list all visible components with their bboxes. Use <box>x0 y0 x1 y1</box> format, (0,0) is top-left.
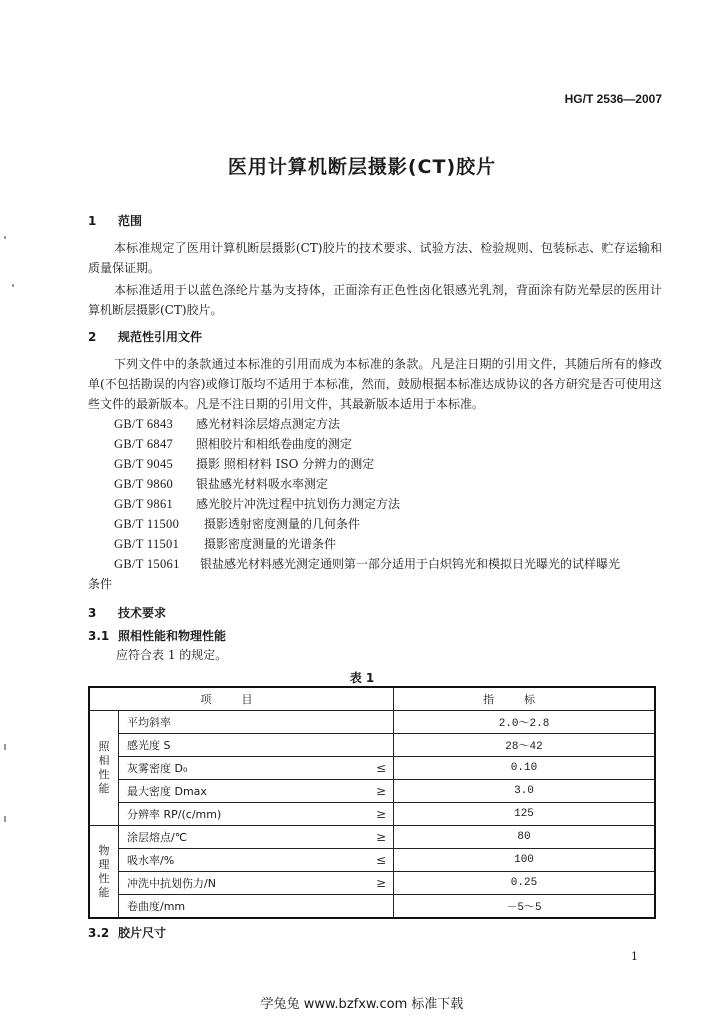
symbol-cell: ≤ <box>369 849 394 872</box>
item-cell: 冲洗中抗划伤力/N <box>119 872 370 895</box>
table-row <box>89 757 655 780</box>
section-title: 照相性能和物理性能 <box>118 629 227 643</box>
section-3-heading <box>88 604 166 621</box>
section-1-heading <box>88 212 142 229</box>
standard-code: HG/T 2536—2007 <box>564 92 662 106</box>
section-3-1-heading <box>88 627 226 644</box>
section-number: 1 <box>88 214 97 228</box>
section-2-heading <box>88 328 202 345</box>
value-cell: 125 <box>394 803 656 826</box>
scan-speck <box>4 816 6 822</box>
symbol-cell <box>369 895 394 919</box>
paragraph: 本标准适用于以蓝色涤纶片基为支持体，正面涂有正色性卤化银感光乳剂，背面涂有防光晕层的医用计算机断层摄影(CT)胶片。 <box>88 283 662 317</box>
reference-code: GB/T 9045 <box>114 457 174 471</box>
table-row <box>89 895 655 919</box>
reference-code: GB/T 11500 <box>114 517 180 531</box>
reference-item <box>114 415 340 432</box>
value-cell: 80 <box>394 826 656 849</box>
reference-title: 照相胶片和相纸卷曲度的测定 <box>196 437 353 451</box>
value-cell: 100 <box>394 849 656 872</box>
reference-title: 银盐感光材料吸水率测定 <box>196 477 329 491</box>
symbol-cell: ≥ <box>369 826 394 849</box>
item-cell: 吸水率/% <box>119 849 370 872</box>
symbol-cell <box>369 734 394 757</box>
reference-item <box>114 455 374 472</box>
reference-item <box>114 475 328 492</box>
column-header-item: 项目 <box>89 687 394 711</box>
reference-item <box>114 515 360 532</box>
section-3-2-heading <box>88 924 166 941</box>
item-cell: 感光度 S <box>119 734 370 757</box>
value-cell: 0.10 <box>394 757 656 780</box>
group-photographic <box>89 711 119 826</box>
reference-code: GB/T 6847 <box>114 437 174 451</box>
section-number: 3.1 <box>88 629 110 643</box>
section-number: 3.2 <box>88 926 110 940</box>
value-cell: 2.0～2.8 <box>394 711 656 734</box>
table-row <box>89 872 655 895</box>
section-title: 技术要求 <box>118 606 167 620</box>
section-title: 范围 <box>118 214 143 228</box>
reference-title: 摄影密度测量的光谱条件 <box>204 537 337 551</box>
reference-item <box>114 555 620 572</box>
item-cell: 灰雾密度 D₀ <box>119 757 370 780</box>
reference-title: 感光胶片冲洗过程中抗划伤力测定方法 <box>196 497 401 511</box>
reference-code: GB/T 6843 <box>114 417 174 431</box>
reference-title: 摄影 照相材料 ISO 分辨力的测定 <box>196 457 375 471</box>
reference-code: GB/T 11501 <box>114 537 180 551</box>
page-number: 1 <box>631 950 638 963</box>
symbol-cell: ≥ <box>369 872 394 895</box>
table-row <box>89 803 655 826</box>
watermark-footer: 学兔兔 www.bzfxw.com 标准下载 <box>260 997 464 1012</box>
item-cell: 平均斜率 <box>119 711 370 734</box>
symbol-cell: ≤ <box>369 757 394 780</box>
table-row <box>89 734 655 757</box>
reference-code: GB/T 9861 <box>114 497 174 511</box>
reference-title: 银盐感光材料感光测定通则第一部分适用于白炽钨光和模拟日光曝光的试样曝光 <box>200 557 621 571</box>
reference-item <box>114 435 352 452</box>
reference-item <box>114 495 400 512</box>
value-cell: 0.25 <box>394 872 656 895</box>
value-cell: 28～42 <box>394 734 656 757</box>
section-number: 3 <box>88 606 97 620</box>
paragraph: 本标准规定了医用计算机断层摄影(CT)胶片的技术要求、试验方法、检验规则、包装标志、贮存运输和质量保证期。 <box>88 241 662 275</box>
table-caption: 表 1 <box>349 671 375 685</box>
section-title: 胶片尺寸 <box>118 926 167 940</box>
value-cell: 3.0 <box>394 780 656 803</box>
reference-item <box>114 535 336 552</box>
item-cell: 最大密度 Dmax <box>119 780 370 803</box>
reference-title: 感光材料涂层熔点测定方法 <box>196 417 341 431</box>
table-row <box>89 711 655 734</box>
table-row <box>89 849 655 872</box>
symbol-cell: ≥ <box>369 803 394 826</box>
scan-speck <box>4 236 6 239</box>
group-physical <box>89 826 119 919</box>
table-row <box>89 826 655 849</box>
group-label: 照相性能 <box>98 740 110 795</box>
section-3-1-text: 应符合表 1 的规定。 <box>116 648 228 662</box>
item-cell: 分辨率 RP/(c/mm) <box>119 803 370 826</box>
reference-title: 摄影透射密度测量的几何条件 <box>204 517 361 531</box>
item-cell: 卷曲度/mm <box>119 895 370 919</box>
reference-code: GB/T 15061 <box>114 557 180 571</box>
column-header-value: 指标 <box>394 687 656 711</box>
scan-speck <box>12 284 14 287</box>
paragraph: 下列文件中的条款通过本标准的引用而成为本标准的条款。凡是注日期的引用文件，其随后所有的修改单(不包括勘误的内容)或修订版均不适用于本标准，然而，鼓励根据本标准达成协议的各方研究是否可使用这些文件的最新版本。凡是不注日期的引用文件，其最新版本适用于本标准。 <box>88 357 662 411</box>
reference-continuation: 条件 <box>88 577 113 591</box>
table-header-row <box>89 687 655 711</box>
scan-speck <box>4 744 6 750</box>
symbol-cell <box>369 711 394 734</box>
symbol-cell: ≥ <box>369 780 394 803</box>
section-number: 2 <box>88 330 97 344</box>
table-row <box>89 780 655 803</box>
spec-table <box>88 686 656 919</box>
document-title: 医用计算机断层摄影(CT)胶片 <box>227 156 497 178</box>
reference-code: GB/T 9860 <box>114 477 174 491</box>
value-cell: －5～5 <box>394 895 656 919</box>
item-cell: 涂层熔点/℃ <box>119 826 370 849</box>
section-title: 规范性引用文件 <box>118 330 203 344</box>
group-label: 物理性能 <box>98 843 110 899</box>
